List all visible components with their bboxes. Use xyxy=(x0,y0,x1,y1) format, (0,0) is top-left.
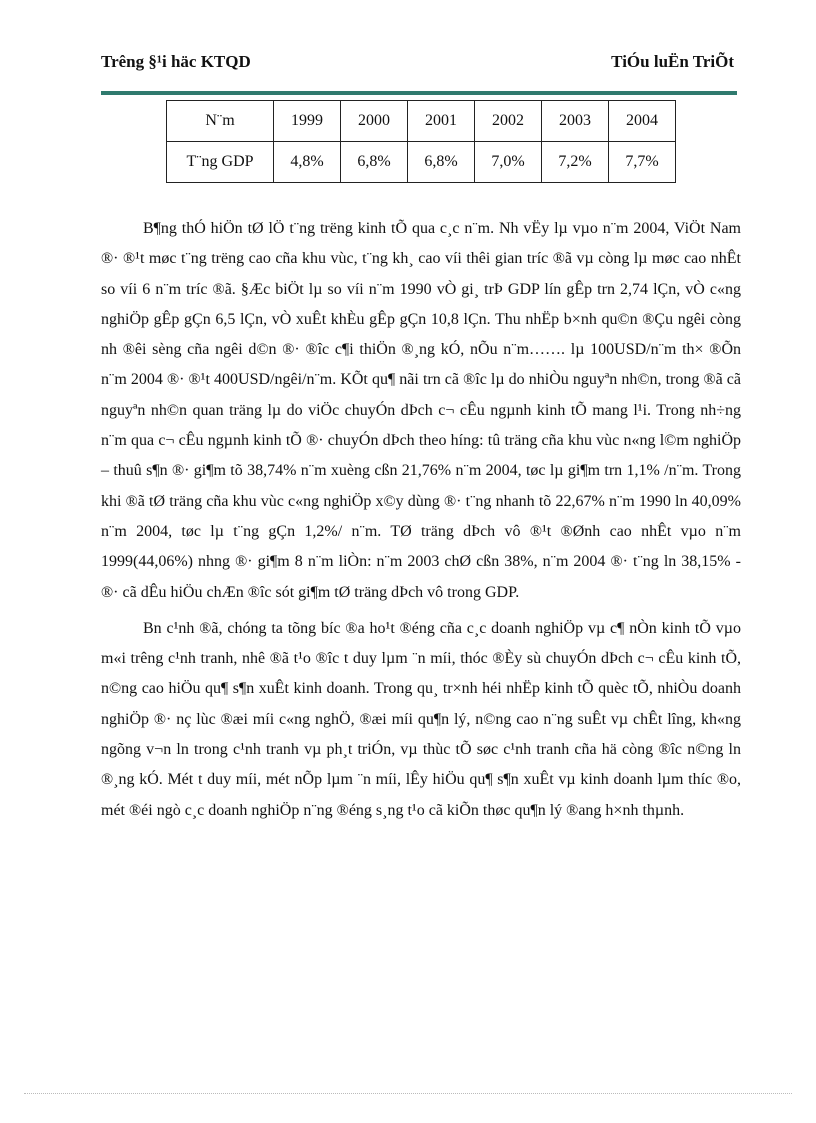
header-right-title: TiÓu luËn TriÕt xyxy=(611,52,734,71)
table-cell: 7,0% xyxy=(475,142,542,183)
table-cell: 2003 xyxy=(542,101,609,142)
paragraph: Bn c¹nh ®ã, chóng ta tõng bíc ®a ho¹t ®éng cña c¸c doanh nghiÖp vµ c¶ nÒn kinh tÕ vµo m«i trêng c¹nh tranh, nhê ®ã t¹o ®îc t duy lµm ¨n míi, thóc ®Èy sù chuyÓn dÞch c¬ cÊu kinh tÕ, n©ng cao hiÖu qu¶ s¶n xuÊt kinh doanh. Trong qu¸ tr×nh héi nhËp kinh tÕ quèc tÕ, nhiÒu doanh nghiÖp ®· nç lùc ®æi míi c«ng nghÖ, ®æi míi qu¶n lý, n©ng cao n¨ng suÊt vµ chÊt lîng, kh«ng ngõng v¬n ln trong c¹nh tranh vµ ph¸t triÓn, vµ thùc tÕ søc c¹nh tranh cña hä còng ®îc n©ng ln ®¸ng kÓ. Mét t duy míi, mét nÕp lµm ¨n míi, lÊy hiÖu qu¶ s¶n xuÊt vµ kinh doanh lµm thíc ®o, mét ®éi ngò c¸c doanh nghiÖp n¨ng ®éng s¸ng t¹o cã kiÕn thøc qu¶n lý ®ang h×nh thµnh. xyxy=(101,619,741,819)
table-cell: 4,8% xyxy=(274,142,341,183)
table-cell: 6,8% xyxy=(341,142,408,183)
table-cell: 7,2% xyxy=(542,142,609,183)
footer-divider xyxy=(24,1093,792,1094)
table-cell: 6,8% xyxy=(408,142,475,183)
table-header-row xyxy=(167,101,676,142)
body-text xyxy=(101,214,741,832)
gdp-growth-table xyxy=(166,100,676,183)
table-cell: 7,7% xyxy=(609,142,676,183)
table-cell: 2004 xyxy=(609,101,676,142)
table-cell: T¨ng GDP xyxy=(167,142,274,183)
table-cell: 1999 xyxy=(274,101,341,142)
table-cell: N¨m xyxy=(167,101,274,142)
table-cell: 2001 xyxy=(408,101,475,142)
paragraph: B¶ng thÓ hiÖn tØ lÖ t¨ng trëng kinh tÕ qua c¸c n¨m. Nh vËy lµ vµo n¨m 2004, ViÖt Nam ®· ®¹t møc t¨ng trëng cao cña khu vùc, t¨ng kh¸ cao víi thêi gian tríc ®ã vµ còng lµ møc cao nhÊt so víi 6 n¨m tríc ®ã. §Æc biÖt lµ so víi n¨m 1990 vÒ gi¸ trÞ GDP lín gÊp trn 2,74 lÇn, vÒ c«ng nghiÖp gÊp gÇn 6,5 lÇn, vÒ xuÊt khÈu gÊp gÇn 10,8 lÇn. Thu nhËp b×nh qu©n ®Çu ngêi còng nh ®êi sèng cña ngêi d©n ®· ®îc c¶i thiÖn ®¸ng kÓ, nÕu n¨m……. lµ 100USD/n¨m th× ®Õn n¨m 2004 ®· ®¹t 400USD/ngêi/n¨m. KÕt qu¶ nãi trn cã ®îc lµ do nhiÒu nguyªn nh©n, trong ®ã cã nguyªn nh©n quan träng lµ do viÖc chuyÓn dÞch c¬ cÊu ngµnh kinh tÕ mang l¹i. Trong nh÷ng n¨m qua c¬ cÊu ngµnh kinh tÕ ®· chuyÓn dÞch theo híng: tû träng cña khu vùc n«ng l©m nghiÖp – thuû s¶n ®· gi¶m tõ 38,74% n¨m xuèng cßn 21,76% n¨m 2004, tøc lµ gi¶m trn 1,1% /n¨m. Trong khi ®ã tØ träng cña khu vùc c«ng nghiÖp x©y dùng ®· t¨ng nhanh tõ 22,67% n¨m 1990 ln 40,09% n¨m 2004, tøc lµ t¨ng gÇn 1,2%/ n¨m. TØ träng dÞch vô ®¹t ®Ønh cao nhÊt vµo n¨m 1999(44,06%) nhng ®· gi¶m 8 n¨m liÒn: n¨m 2003 chØ cßn 38%, n¨m 2004 ®· t¨ng ln 38,15% - ®· cã dÊu hiÖu chÆn ®îc sót gi¶m tØ träng dÞch vô trong GDP. xyxy=(101,220,741,601)
header-divider xyxy=(101,91,737,95)
table-cell: 2000 xyxy=(341,101,408,142)
header-left-title: Trêng §¹i häc KTQD xyxy=(101,52,251,71)
table-row xyxy=(167,142,676,183)
table-cell: 2002 xyxy=(475,101,542,142)
